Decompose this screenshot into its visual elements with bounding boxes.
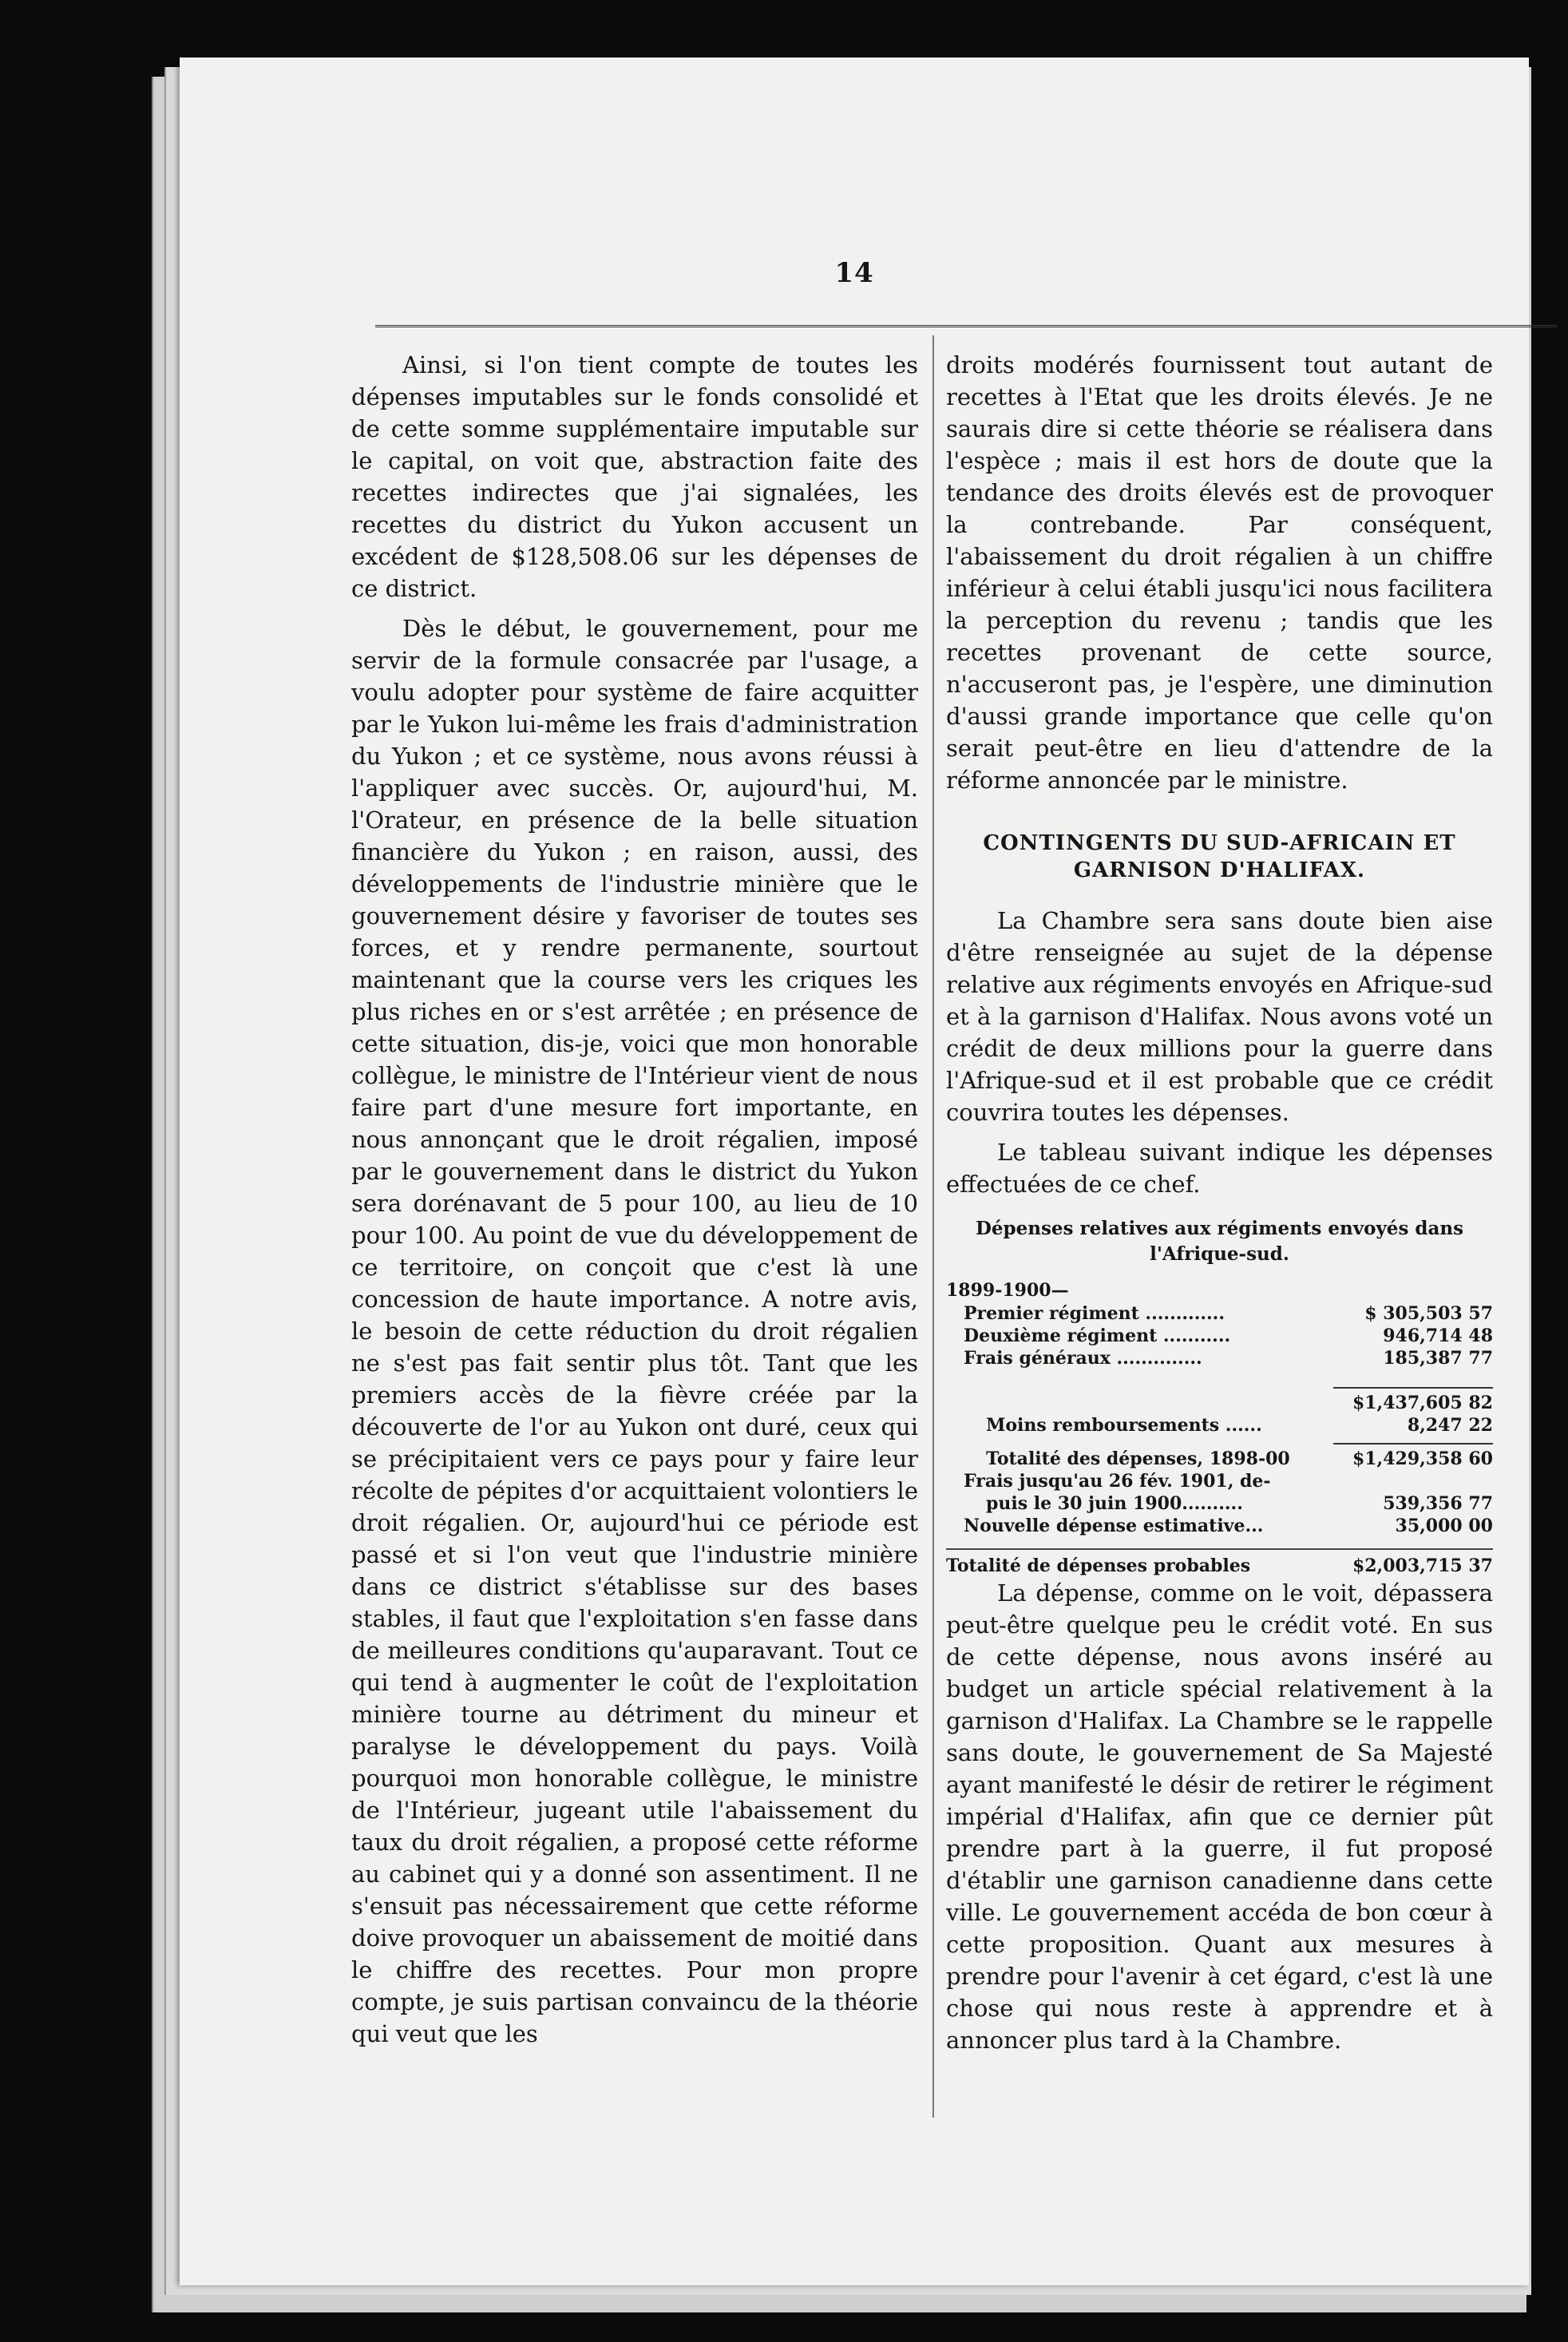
paragraph: Ainsi, si l'on tient compte de toutes les dépenses imputables sur le fonds consolidé et de cette somme supplémentaire imputable sur le capital, on voit que, abstraction faite des recettes indirectes que j'ai signalées, les recettes du district du Yukon accusent un excédent de $128,508.06 sur les dépenses de ce district.: [351, 351, 918, 602]
left-column: [351, 349, 918, 2058]
row-label: Totalité de dépenses probables: [946, 1555, 1251, 1576]
row-amount: 946,714 48: [1383, 1326, 1493, 1346]
row-label: Nouvelle dépense estimative...: [964, 1516, 1264, 1536]
row-label: Deuxième régiment ...........: [964, 1326, 1231, 1346]
table-year: 1899-1900—: [946, 1280, 1069, 1301]
paragraph: Dès le début, le gouvernement, pour me servir de la formule consacrée par l'usage, a voulu adopter pour système de faire acquitter par le Yukon lui-même les frais d'administration du Yukon ; et ce système, nous avons réussi à l'appliquer avec succès. Or, aujourd'hui, M. l'Orateur, en présence de la belle situation financière du Yukon ; en raison, aussi, des développements de l'industrie minière que le gouvernement désire y favoriser de toutes ses forces, et y rendre permanente, sourtout maintenant que la course vers les criques les plus riches en or s'est arrêtée ; en présence de cette situation, dis-je, voici que mon honorable collègue, le ministre de l'Intérieur vient de nous faire part d'une mesure fort importante, en nous annonçant que le droit régalien, imposé par le gouvernement dans le district du Yukon sera dorénavant de 5 pour 100, au lieu de 10 pour 100. Au point de vue du développement de ce territoire, on conçoit que c'est là une concession de haute importance. A notre avis, le besoin de cette réduction du droit régalien ne s'est pas fait sentir plus tôt. Tant que les premiers accès de la fièvre créée par la découverte de l'or au Yukon ont duré, ceux qui se précipitaient vers ce pays pour y faire leur récolte de pépites d'or acquittaient volontiers le droit régalien. Or, aujourd'hui ce période est passé et si l'on veut que l'industrie minière dans ce district s'établisse sur des bases stables, il faut que l'exploitation s'en fasse dans de meilleures conditions qu'auparavant. Tout ce qui tend à augmenter le coût de l'exploitation minière tourne au détriment du mineur et paralyse le développement du pays. Voilà pourquoi mon honorable collègue, le ministre de l'Intérieur, jugeant utile l'abaissement du taux du droit régalien, a proposé cette réforme au cabinet qui y a donné son assentiment. Il ne s'ensuit pas nécessairement que cette réforme doive provoquer un abaissement de moitié dans le chiffre des recettes. Pour mon propre compte, je suis partisan convaincu de la théorie qui veut que les: [351, 615, 918, 2047]
column-divider: [932, 335, 934, 2118]
row-amount: $ 305,503 57: [1364, 1303, 1493, 1324]
row-amount: 185,387 77: [1383, 1348, 1493, 1369]
table-row: [946, 1347, 1493, 1369]
page-number: 14: [834, 257, 874, 289]
right-column: [946, 349, 1493, 2064]
row-amount: $1,429,358 60: [1352, 1448, 1493, 1469]
row-amount: 8,247 22: [1407, 1415, 1493, 1436]
row-label: Frais jusqu'au 26 fév. 1901, de-: [964, 1471, 1271, 1492]
table-rule: [946, 1548, 1493, 1550]
document-page: [180, 57, 1529, 2285]
table-row: [946, 1325, 1493, 1347]
paragraph: La Chambre sera sans doute bien aise d'être renseignée au sujet de la dépense relative aux régiments envoyés en Afrique-sud et à la garnison d'Halifax. Nous avons voté un crédit de deux millions pour la guerre dans l'Afrique-sud et il est probable que ce crédit couvrira toutes les dépenses.: [946, 907, 1493, 1126]
section-heading: CONTINGENTS DU SUD-AFRICAIN ET GARNISON D'HALIFAX.: [983, 831, 1456, 882]
table-row: [946, 1302, 1493, 1325]
paragraph: La dépense, comme on le voit, dépassera peut-être quelque peu le crédit voté. En sus de cette dépense, nous avons inséré au budget un article spécial relativement à la garnison d'Halifax. La Chambre se le rappelle sans doute, le gouvernement de Sa Majesté ayant manifesté le désir de retirer le régiment impérial d'Halifax, afin que ce dernier pût prendre part à la guerre, il fut proposé d'établir une garnison canadienne dans cette ville. Le gouvernement accéda de bon cœur à cette proposition. Quant aux mesures à prendre pour l'avenir à cet égard, c'est là une chose qui nous reste à apprendre et à annoncer plus tard à la Chambre.: [946, 1579, 1493, 2054]
paragraph-continuation: droits modérés fournissent tout autant de recettes à l'Etat que les droits élevés. Je ne saurais dire si cette théorie se réalisera dans l'espèce ; mais il est hors de doute que la tendance des droits élevés est de provoquer la contrebande. Par conséquent, l'abaissement du droit régalien à un chiffre inférieur à celui établi jusqu'ici nous facilitera la perception du revenu ; tandis que les recettes provenant de cette source, n'accuseront pas, je l'espère, une diminution d'aussi grande importance que celle qu'on serait peut-être en lieu d'attendre de la réforme annoncée par le ministre.: [946, 351, 1493, 794]
grand-total-row: [946, 1555, 1493, 1577]
row-amount: 539,356 77: [1383, 1493, 1493, 1514]
table-row: [946, 1470, 1493, 1492]
expense-table: [946, 1216, 1493, 1577]
subtotal-row: [946, 1392, 1493, 1414]
row-label: Frais généraux ..............: [964, 1348, 1202, 1369]
table-caption: Dépenses relatives aux régiments envoyés dans l'Afrique-sud.: [975, 1218, 1464, 1265]
row-label: puis le 30 juin 1900..........: [986, 1493, 1243, 1514]
paragraph: Le tableau suivant indique les dépenses effectuées de ce chef.: [946, 1139, 1493, 1198]
row-label: Totalité des dépenses, 1898-00: [986, 1448, 1290, 1469]
row-label: Premier régiment .............: [964, 1303, 1225, 1324]
row-amount: $2,003,715 37: [1352, 1555, 1493, 1576]
sum-rule: [1333, 1387, 1493, 1389]
table-row: [946, 1492, 1493, 1515]
table-row: [946, 1515, 1493, 1537]
header-rule: [375, 325, 1557, 327]
row-amount: 35,000 00: [1395, 1516, 1493, 1536]
row-label: Moins remboursements ......: [986, 1415, 1262, 1436]
sum-rule: [1333, 1443, 1493, 1444]
subtotal-amount: $1,437,605 82: [1352, 1393, 1493, 1413]
total-row: [946, 1448, 1493, 1470]
reimbursement-row: [946, 1414, 1493, 1437]
